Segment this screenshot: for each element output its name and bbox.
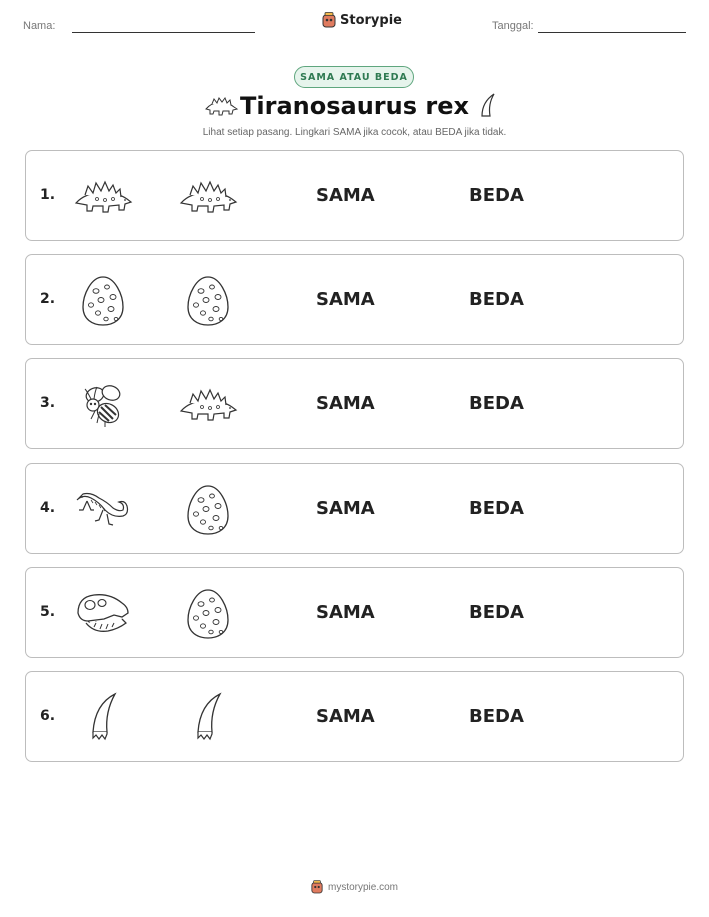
different-choice[interactable]: BEDA (469, 185, 524, 206)
footer-site: mystorypie.com (327, 881, 398, 893)
egg-icon (176, 586, 240, 642)
different-choice[interactable]: BEDA (469, 289, 524, 310)
different-choice[interactable]: BEDA (469, 602, 524, 623)
question-number: 1. (40, 187, 56, 203)
question-row (25, 671, 684, 762)
claw-icon (71, 690, 135, 746)
egg-icon (176, 482, 240, 538)
question-number: 2. (40, 291, 56, 307)
question-number: 5. (40, 604, 56, 620)
question-row (25, 463, 684, 554)
brand-name: Storypie (340, 12, 402, 28)
same-choice[interactable]: SAMA (316, 706, 375, 727)
question-row (25, 567, 684, 658)
same-choice[interactable]: SAMA (316, 185, 375, 206)
same-choice[interactable]: SAMA (316, 498, 375, 519)
storypie-mascot-icon (322, 12, 336, 28)
question-row (25, 150, 684, 241)
stegosaurus-icon (176, 169, 240, 225)
same-choice[interactable]: SAMA (316, 289, 375, 310)
claw-icon (176, 690, 240, 746)
question-row (25, 358, 684, 449)
worksheet-tag: SAMA ATAU BEDA (294, 66, 414, 88)
trex-skull-icon (71, 586, 135, 642)
claw-icon (478, 92, 498, 120)
instructions: Lihat setiap pasang. Lingkari SAMA jika cocok, atau BEDA jika tidak. (202, 127, 507, 138)
lizard-icon (71, 482, 135, 538)
different-choice[interactable]: BEDA (469, 393, 524, 414)
question-number: 3. (40, 395, 56, 411)
footer (0, 880, 709, 894)
same-choice[interactable]: SAMA (316, 602, 375, 623)
same-choice[interactable]: SAMA (316, 393, 375, 414)
stegosaurus-icon (176, 377, 240, 433)
question-number: 4. (40, 500, 56, 516)
date-label: Tanggal: (492, 20, 534, 32)
storypie-mascot-icon (311, 880, 323, 894)
page-title: Tiranosaurus rex (240, 92, 469, 120)
different-choice[interactable]: BEDA (469, 498, 524, 519)
date-input-line[interactable] (538, 32, 686, 33)
egg-icon (71, 273, 135, 329)
different-choice[interactable]: BEDA (469, 706, 524, 727)
name-input-line[interactable] (72, 32, 255, 33)
brand-logo (322, 12, 402, 28)
name-label: Nama: (23, 20, 56, 32)
egg-icon (176, 273, 240, 329)
question-row (25, 254, 684, 345)
question-number: 6. (40, 708, 56, 724)
bee-icon (71, 377, 135, 433)
stegosaurus-icon (71, 169, 135, 225)
